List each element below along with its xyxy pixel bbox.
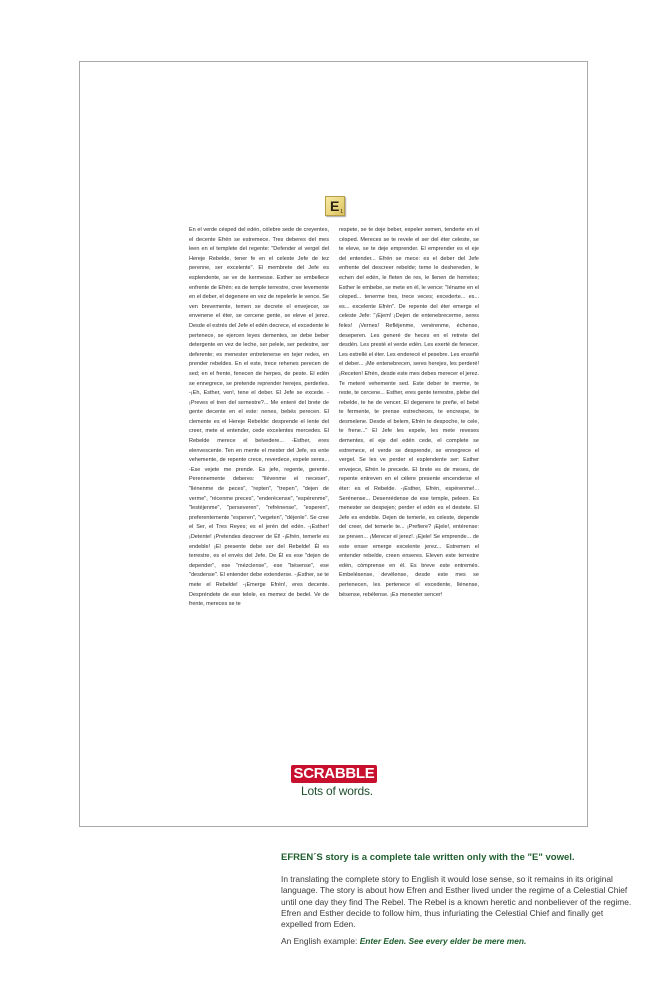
caption-headline: EFREN´S story is a complete tale written only with the "E" vowel. — [281, 852, 575, 863]
caption-example — [281, 936, 641, 946]
story-column-left: En el verde césped del edén, célebre sede de creyentes, el decente Efrén se estremece. Tres deberes del mes leen en el templete del regente: "Defender el vergel del Hereje Rebelde, tener fe en el celeste Jefe de tez perenne, ser excelente". El membrete del Jefe es esplendente, se ve de kermesse. Esther se embellece enfrente de Efrén: es de temple terrestre, cree levemente en el deber, el degenere en vez de repelerle le vence. Se ven brevemente, temen se decrete el envejecer, se envenene el éter, se cercene gente, se eleve el jerez. Desde el estrés del Jefe el edén decrece, el excedente le pertenece, se ejercen leyes dementes, se debe beber detergente en vez de leche, ser pelele, ser pedestre, ser deferente; es menester entretenerse en tejer redes, en prender rebeldes. En el este, trece rehenes perecen de sed; en el frente, fenecen de herpes, de peste. El edén se ennegrece, se pretende reprender herejes, perderles. -¡Eh, Esther, ven!, tene el deber. El Jefe se excede. -¡Preves el tren del semestre?... Me enteré del brete de gente decente en el este: nenes, bebés perecen. El clemente es el Hereje Rebelde: desprende el lente del creer, mete el entender, cede excelentes mercedes. El Rebelde merece el belvedere... -Esther, eres elenvescente. Ten en mente el mester del Jefe, es ente vehemente, de repente crece, reverdece, expele seres... -Ese vejete me prende. Es jefe, regente, gerente. Perennemente deberes: "llévenme el neceser", "llénenme de peces", "repten", "trepen", "dejen de verme", "récenme preces", "enderécense", "espérenme", "lestéjenme", "perseveren", "refrénense", "esperen", preferentemente "esperen", "vegeten", "déjenle". Se cree el Ser, el Tres Reyes; es el jerén del edén. -¡Esther! ¡Detente! ¡Pretendes descreer de Él! -¡Efrén, temerle es endeble! ¡El presente debe ser del Rebelde! Él es terrestre, es el envés del Jefe. De Él es ese "dejen de depender", ese "mézclense", ese "bésense", ese "desdense". El entender debe extenderse. -¡Esther, se te mete el Rebelde! -¡Emerge Efrén!, eres decente. Despréndete de ese telele, es memez de bedel. Ve de frente, mereces se te — [189, 227, 329, 608]
logo-text: SCRABBLE — [293, 765, 375, 782]
scrabble-logo — [291, 765, 377, 783]
example-prefix: An English example: — [281, 936, 360, 946]
brand-tagline: Lots of words. — [301, 784, 373, 798]
tile-letter: E — [330, 198, 340, 214]
poster-frame — [79, 61, 588, 827]
caption-description: In translating the complete story to English it would lose sense, so it remains in its original language. The story is about how Efren and Esther lived under the regime of a Celestial Chief until one day they find The Rebel. The Rebel is a known heretic and nonbeliever of the regime. Efren and Esther decide to follow him, thus infuriating the Celestial Chief and finally get expelled from Eden. — [281, 874, 632, 930]
tile-score: 1 — [340, 209, 343, 215]
letter-tile — [325, 196, 345, 216]
story-column-right: respete, se te deje beber, expeler semen, tenderte en el césped. Mereces se te revele el ser del éter celeste, se te eleve, se te deje emprender. El emprender es el eje del entender... Efrén se mece: es el deber del Jefe enfrente del descreer rebelde; teme le deshereden, le echen del edén, le fleten de res, le llenen de herretes; Esther le embebe, se mete en él, le vence: "Iéname en el césped... tenerme tres, trece veces; excederte... es... es... excelente Efrén". De repente del éter emerge el celeste Jefe: "¡Ejem! ¡Dejen de entenebrecerme, seres feles! ¡Vernes! Refléjenme, venérenme, échense, deseperen. Les generé de heces en el retrete del desdén. Les presté el verde edén. Les exerté de fenecer. Les estrellé el éter. Les enderecé el pesebre. Les enseñé el deber... ¡Me entenebrecen, seres herejes, les perderé! ¡Receten! Efrén, desde este mes debes merecer el jerez. Te meteré vehemente sed. Este deber te merme, te reste, te cercene... Esther, eres gente terrestre, plebe del rebelde, te he de vencer. El degenere te preñe, el bebé te fermente, te prense estrecheces, te encrespe, te desmelene. Desde el belem, Efrén te despoche, te cele, te frene..." El Jefe les expele, les mete reveses dementes, el eje del edén cede, el complete se estremece, el verde se desprende, se ennegrece el vergel. Se les ve perder el esplendente ser: Esther envejece, Efrén le precede. El brete es de meses, de repente entreven en el célere presente encenderse el éter: es el Rebelde. -¡Esther, Efrén, espérenme!... Serénense... Desenrédense de ese temple, peleen. Es menester se despejen; perder el edén es el destete. El Jefe es endeble. Dejen de temerle, es celeste, depende del creer, del temerle te... ¡Prefiere? ¡Ejele!, entérense: se preven... ¡Merecer el jerez!. ¡Ejele! Se emprende... de este enser emerge excelente jerez... Estremen el entender rebelde, creen enseres. Eleven este terrestre edén, cómprense en él. Es breve este entremés. Embelésense, devélense, desde este mes se pertenecen, les pertenece el excedente, llénense, bésense, rebélense. ¡Es menester sencer! — [339, 227, 479, 598]
example-sentence: Enter Eden. See every elder be mere men. — [359, 936, 527, 946]
